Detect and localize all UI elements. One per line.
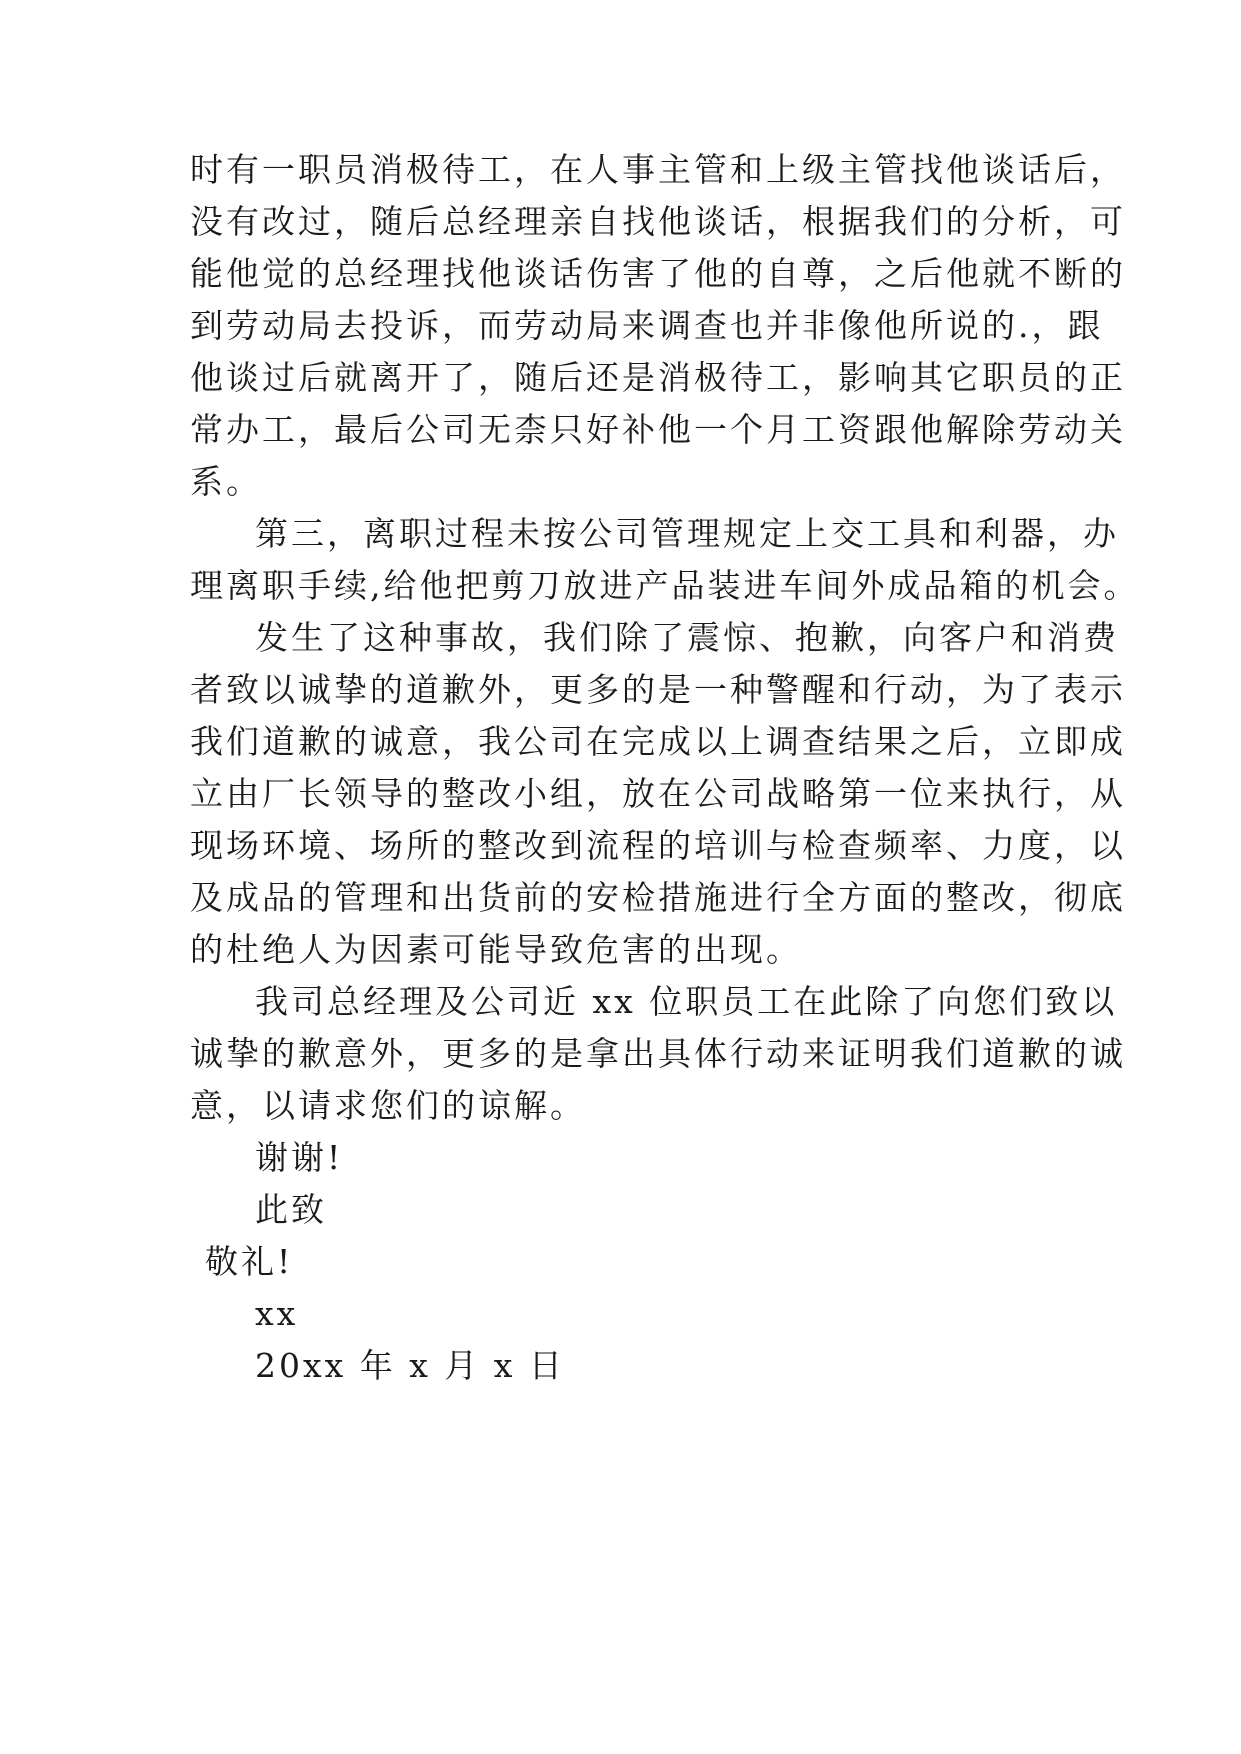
signature-line: xx <box>255 1294 299 1333</box>
paragraph-1-line-2: 没有改过，随后总经理亲自找他谈话，根据我们的分析，可 <box>190 202 1126 241</box>
paragraph-1-line-6: 常办工，最后公司无柰只好补他一个月工资跟他解除劳动关 <box>190 410 1126 449</box>
salute-line: 敬礼! <box>205 1242 294 1281</box>
paragraph-1-line-1: 时有一职员消极待工，在人事主管和上级主管找他谈话后， <box>190 150 1126 189</box>
paragraph-4-line-2: 诚挚的歉意外，更多的是拿出具体行动来证明我们道歉的诚 <box>190 1034 1126 1073</box>
thanks-line: 谢谢! <box>255 1138 344 1177</box>
closing-line: 此致 <box>255 1190 327 1229</box>
paragraph-4-line-3: 意，以请求您们的谅解。 <box>190 1086 586 1125</box>
paragraph-3-line-7: 的杜绝人为因素可能导致危害的出现。 <box>190 930 802 969</box>
paragraph-3-line-1: 发生了这种事故，我们除了震惊、抱歉，向客户和消费 <box>255 618 1119 657</box>
paragraph-1-line-5: 他谈过后就离开了，随后还是消极待工，影响其它职员的正 <box>190 358 1126 397</box>
paragraph-3-line-4: 立由厂长领导的整改小组，放在公司战略第一位来执行，从 <box>190 774 1126 813</box>
paragraph-1-line-3: 能他觉的总经理找他谈话伤害了他的自尊，之后他就不断的 <box>190 254 1126 293</box>
paragraph-3-line-5: 现场环境、场所的整改到流程的培训与检查频率、力度，以 <box>190 826 1126 865</box>
paragraph-3-line-2: 者致以诚挚的道歉外，更多的是一种警醒和行动，为了表示 <box>190 670 1126 709</box>
paragraph-1-line-4: 到劳动局去投诉，而劳动局来调查也并非像他所说的.，跟 <box>190 306 1104 345</box>
paragraph-4-line-1: 我司总经理及公司近 xx 位职员工在此除了向您们致以 <box>255 982 1118 1021</box>
paragraph-2-line-1: 第三，离职过程未按公司管理规定上交工具和利器，办 <box>255 514 1119 553</box>
paragraph-3-line-3: 我们道歉的诚意，我公司在完成以上调查结果之后，立即成 <box>190 722 1126 761</box>
paragraph-2-line-2: 理离职手续,给他把剪刀放进产品装进车间外成品箱的机会。 <box>190 566 1140 605</box>
date-line: 20xx 年 x 月 x 日 <box>255 1346 565 1385</box>
paragraph-1-line-7: 系。 <box>190 462 262 501</box>
paragraph-3-line-6: 及成品的管理和出货前的安检措施进行全方面的整改，彻底 <box>190 878 1126 917</box>
